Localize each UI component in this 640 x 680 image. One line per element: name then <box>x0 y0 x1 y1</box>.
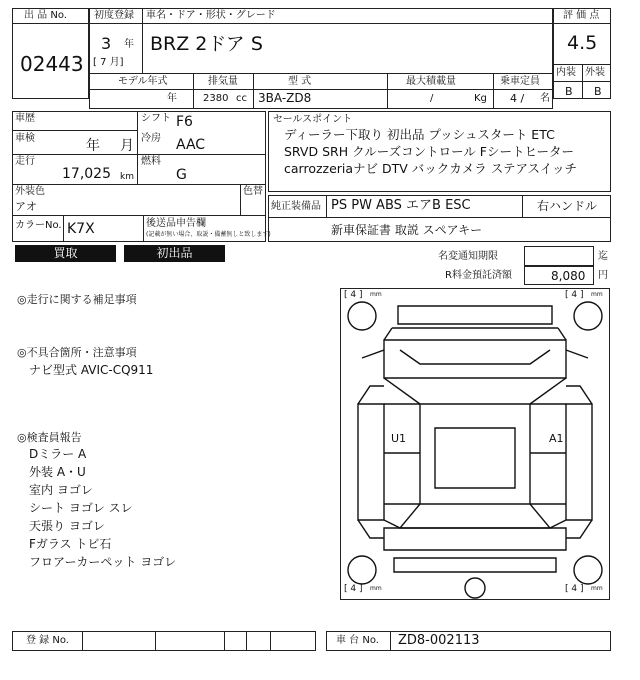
model-year-unit: 年 <box>167 93 177 104</box>
max-load-unit: Kg <box>474 93 487 104</box>
lot-number: 02443 <box>20 52 84 76</box>
tire-fl-depth: [ 4 ] <box>344 290 363 300</box>
after-note: (記載が無い場合、取説・備蓄無しと致します) <box>146 231 271 238</box>
type-value: 3BA-ZD8 <box>258 91 312 105</box>
first-reg-label: 初度登録 <box>94 10 134 21</box>
score-value: 4.5 <box>567 32 598 54</box>
tire-unit: mm <box>591 291 603 298</box>
fuel-label: 燃料 <box>141 156 161 167</box>
max-load-label: 最大積載量 <box>406 76 456 87</box>
sales-points-label: セールスポイント <box>273 114 353 125</box>
driving-title: ◎走行に関する補足事項 <box>17 293 137 306</box>
warranty-value: 新車保証書 取説 スペアキー <box>331 223 483 237</box>
mileage-unit: km <box>120 172 134 182</box>
first-reg-year: 3 <box>101 34 112 53</box>
after-label: 後送品申告欄 <box>146 218 206 229</box>
color-no-label: カラーNo. <box>15 220 62 231</box>
inspection-year-unit: 年 <box>86 138 100 154</box>
first-reg-month: [ 7 月] <box>93 57 124 68</box>
tire-unit: mm <box>370 585 382 592</box>
name-change-unit: 迄 <box>598 251 608 262</box>
fuel-value: G <box>176 167 187 183</box>
name-change-label: 名変通知期限 <box>438 251 498 262</box>
report-line: 外装 A・U <box>29 465 86 479</box>
buy-badge: 買取 <box>15 245 116 262</box>
report-line: フロアーカーペット ヨゴレ <box>29 555 177 569</box>
recycle-unit: 円 <box>598 270 608 281</box>
sales-line-2: SRVD SRH クルーズコントロール Fシートヒーター <box>284 144 574 159</box>
sales-line-1: ディーラー下取り 初出品 プッシュスタート ETC <box>284 127 555 142</box>
model-year-label: モデル年式 <box>118 76 168 87</box>
tire-front-right <box>574 302 602 330</box>
history-label: 車歴 <box>15 113 35 124</box>
displacement-value: 2380 <box>203 93 229 104</box>
interior-grade: B <box>565 85 573 98</box>
sales-line-3: carrozzeriaナビ DTV バックカメラ ステアスイッチ <box>284 161 578 176</box>
chassis-value: ZD8-002113 <box>398 633 480 648</box>
color-change-label: 色替 <box>243 186 263 197</box>
inspection-month-unit: 月 <box>120 138 134 154</box>
roof-panel <box>435 428 515 488</box>
vehicle-label: 車名・ドア・形状・グレード <box>146 10 276 21</box>
front-bumper <box>398 306 552 324</box>
reg-label: 登 録 No. <box>26 635 69 646</box>
damage-mark-left: U1 <box>391 432 407 445</box>
tire-unit: mm <box>370 291 382 298</box>
first-listing-badge: 初出品 <box>124 245 225 262</box>
damage-mark-right: A1 <box>549 432 564 445</box>
displacement-label: 排気量 <box>208 76 238 87</box>
tire-unit: mm <box>591 585 603 592</box>
rear-window <box>400 504 550 528</box>
report-line: Fガラス トビ石 <box>29 537 112 551</box>
ac-value: AAC <box>176 137 206 153</box>
color-no-value: K7X <box>67 221 95 237</box>
recycle-label: R料金預託済額 <box>445 270 512 281</box>
capacity-label: 乗車定員 <box>500 76 540 87</box>
left-side <box>358 404 384 520</box>
tire-front-left <box>348 302 376 330</box>
ext-color-label: 外装色 <box>15 186 45 197</box>
type-label: 型 式 <box>288 76 312 87</box>
score-label: 評 価 点 <box>563 10 600 21</box>
steering-value: 右ハンドル <box>537 199 598 213</box>
max-load-sep: / <box>430 93 434 104</box>
equipment-value: PS PW ABS エアB ESC <box>331 198 471 213</box>
report-line: Dミラー A <box>29 447 87 461</box>
car-diagram <box>340 288 610 600</box>
tire-rl-depth: [ 4 ] <box>344 584 363 594</box>
report-line: 天張り ヨゴレ <box>29 519 105 533</box>
ext-color-value: アオ <box>15 200 37 213</box>
trunk <box>384 528 566 550</box>
shift-value: F6 <box>176 114 193 130</box>
tire-rear-right <box>574 556 602 584</box>
lot-label: 出 品 No. <box>24 10 67 21</box>
exterior-grade: B <box>594 85 602 98</box>
defect-line-1: ナビ型式 AVIC-CQ911 <box>29 363 154 377</box>
ac-label: 冷房 <box>141 133 161 144</box>
spare-tire <box>465 578 485 598</box>
report-line: シート ヨゴレ スレ <box>29 501 133 515</box>
inspector-title: ◎検査員報告 <box>17 431 82 444</box>
interior-label: 内装 <box>556 67 576 78</box>
mileage-label: 走行 <box>15 156 35 167</box>
defect-title: ◎不具合箇所・注意事項 <box>17 346 137 359</box>
right-side <box>566 404 592 520</box>
inspection-label: 車検 <box>15 133 35 144</box>
equipment-label: 純正装備品 <box>271 201 321 212</box>
mileage-value: 17,025 <box>62 166 111 182</box>
name-change-box <box>524 246 594 266</box>
windshield-edge <box>384 378 566 404</box>
chassis-label: 車 台 No. <box>336 635 379 646</box>
capacity-value: 4 / <box>510 92 525 105</box>
roof <box>420 404 530 504</box>
shift-label: シフト <box>141 113 171 124</box>
recycle-value: 8,080 <box>551 269 586 283</box>
tire-rr-depth: [ 4 ] <box>565 584 584 594</box>
vehicle-name: BRZ 2ドア S <box>150 33 263 55</box>
capacity-unit: 名 <box>540 93 550 104</box>
rear-bumper <box>394 558 556 572</box>
tire-fr-depth: [ 4 ] <box>565 290 584 300</box>
first-reg-year-unit: 年 <box>124 39 134 50</box>
displacement-unit: cc <box>236 93 247 104</box>
exterior-label: 外装 <box>585 67 605 78</box>
report-line: 室内 ヨゴレ <box>29 483 93 497</box>
tire-rear-left <box>348 556 376 584</box>
hood <box>384 340 566 378</box>
